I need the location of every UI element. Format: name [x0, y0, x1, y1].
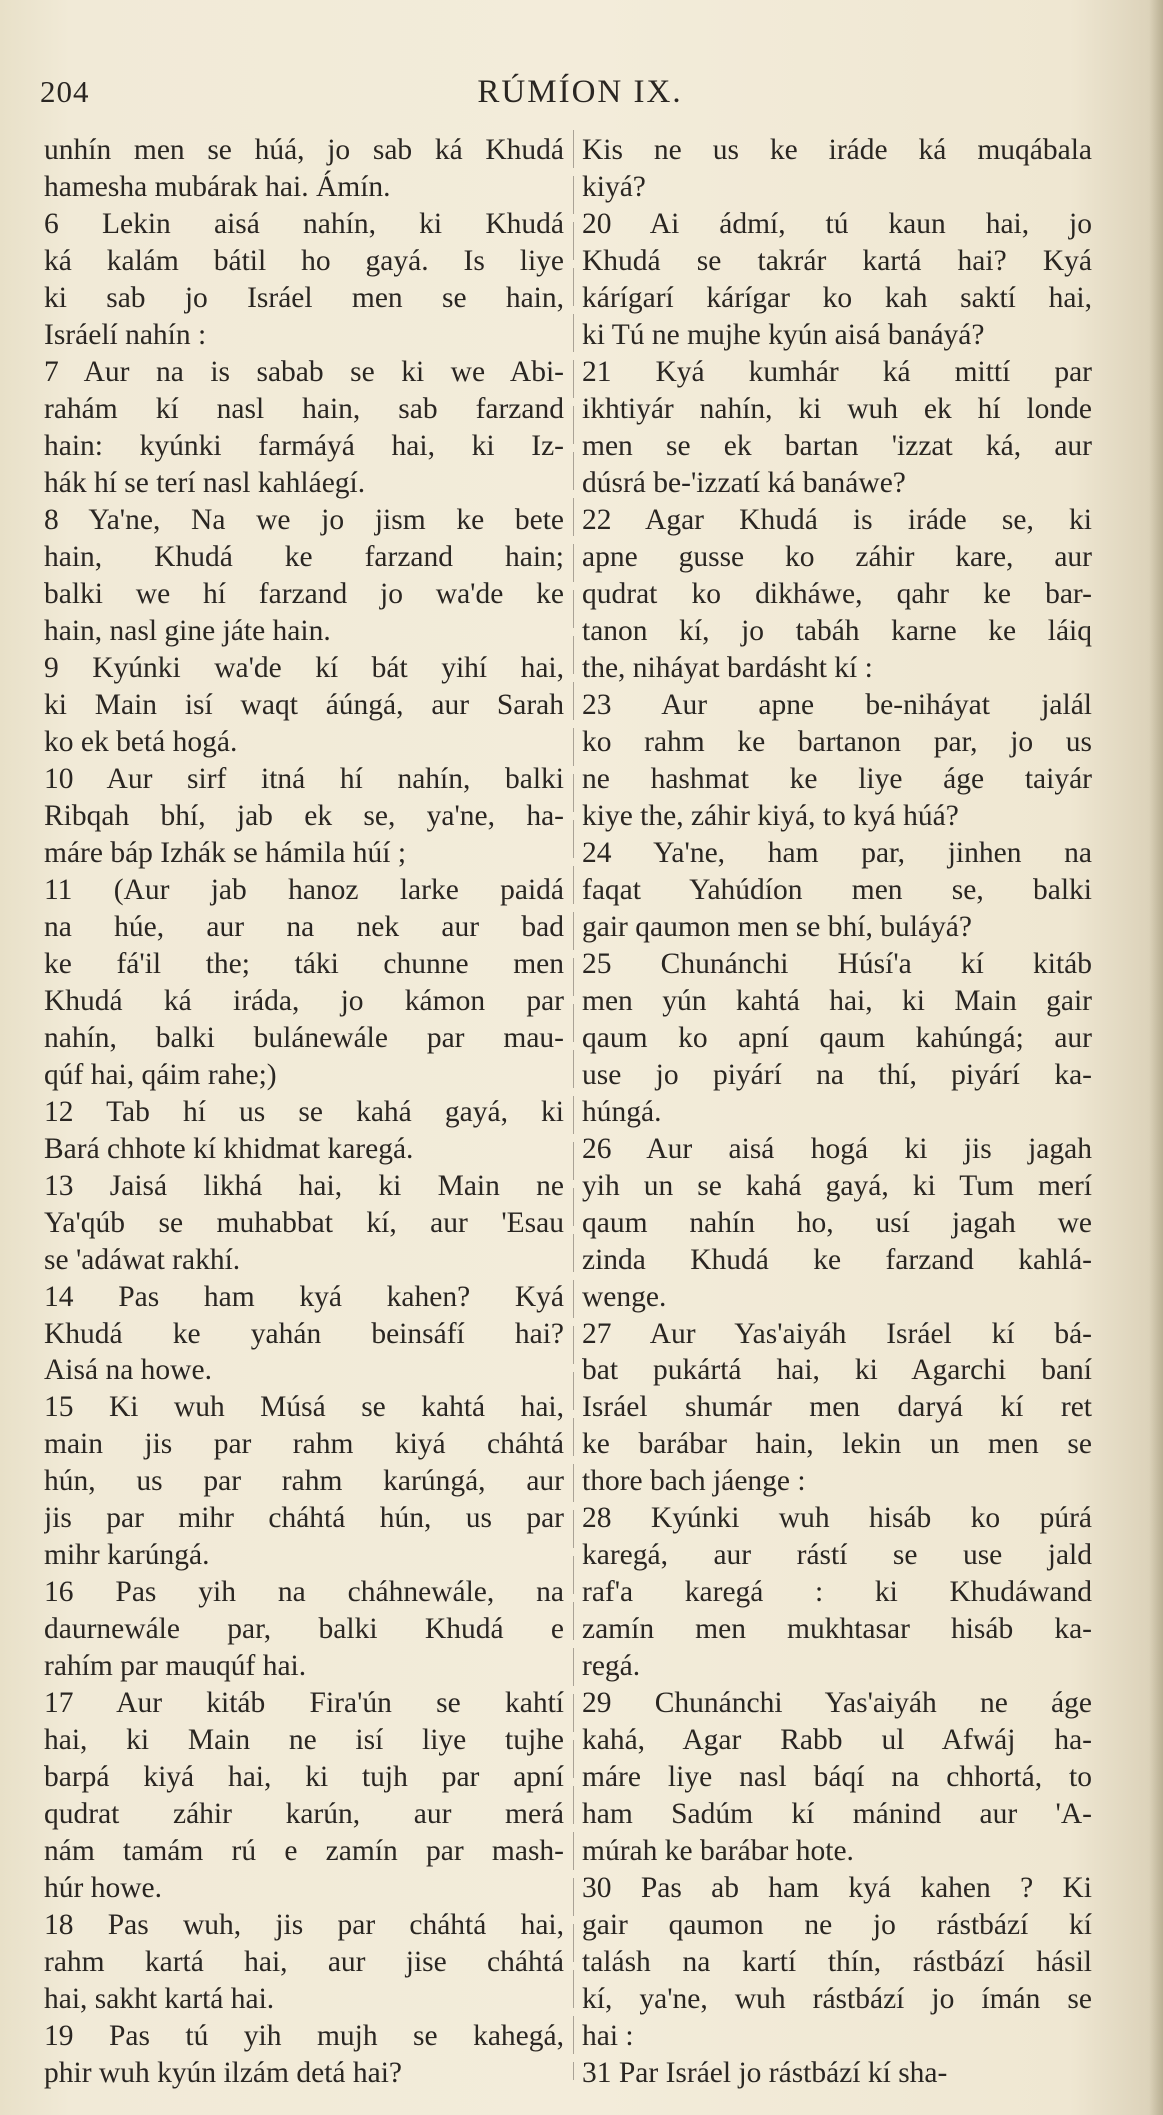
- text-line: hún, us par rahm karúngá, aur: [44, 1465, 564, 1498]
- text-line: ká kalám bátil ho gayá. Is liye: [44, 244, 564, 277]
- text-line: 16 Pas yih na cháhnewále, na: [44, 1576, 564, 1609]
- text-line: yih un se kahá gayá, ki Tum merí: [582, 1169, 1092, 1202]
- text-line: nám tamám rú e zamín par mash-: [44, 1835, 564, 1868]
- text-line: hain, nasl gine játe hain.: [44, 614, 331, 647]
- text-line: dúsrá be-'izzatí ká banáwe?: [582, 466, 906, 499]
- text-line: Isráelí nahín :: [44, 318, 207, 351]
- text-line: Isráel shumár men daryá kí ret: [582, 1391, 1092, 1424]
- text-line: faqat Yahúdíon men se, balki: [582, 873, 1092, 906]
- text-line: 18 Pas wuh, jis par cháhtá hai,: [44, 1909, 564, 1942]
- text-line: ke barábar hain, lekin un men se: [582, 1428, 1092, 1461]
- left-column: [44, 130, 564, 2090]
- text-line: unhín men se húá, jo sab ká Khudá: [44, 134, 564, 166]
- text-line: the, niháyat bardásht kí :: [582, 651, 873, 684]
- text-line: rahám kí nasl hain, sab farzand: [44, 392, 564, 425]
- text-line: se 'adáwat rakhí.: [44, 1243, 241, 1276]
- text-line: qudrat ko dikháwe, qahr ke bar-: [582, 577, 1092, 610]
- text-line: daurnewále par, balki Khudá e: [44, 1613, 564, 1646]
- text-line: 13 Jaisá likhá hai, ki Main ne: [44, 1169, 564, 1202]
- text-line: húngá.: [582, 1095, 662, 1128]
- text-line: qaum nahín ho, usí jagah we: [582, 1206, 1092, 1239]
- text-line: phir wuh kyún ilzám detá hai?: [44, 2057, 402, 2090]
- text-line: 31 Par Isráel jo rástbází kí sha-: [582, 2057, 948, 2090]
- text-line: 11 (Aur jab hanoz larke paidá: [44, 873, 564, 906]
- text-line: qúf hai, qáim rahe;): [44, 1058, 277, 1091]
- text-line: qaum ko apní qaum kahúngá; aur: [582, 1021, 1092, 1054]
- text-line: kárígarí kárígar ko kah saktí hai,: [582, 281, 1092, 314]
- text-line: ko ek betá hogá.: [44, 725, 238, 758]
- text-line: Khudá se takrár kartá hai? Kyá: [582, 244, 1092, 277]
- text-line: ki Main isí waqt áúngá, aur Sarah: [44, 688, 564, 721]
- page-number: 204: [40, 74, 90, 109]
- text-line: 7 Aur na is sabab se ki we Abi-: [44, 355, 564, 388]
- text-line: ikhtiyár nahín, ki wuh ek hí londe: [582, 392, 1092, 425]
- text-line: ki Tú ne mujhe kyún aisá banáyá?: [582, 318, 985, 351]
- text-line: wenge.: [582, 1280, 667, 1313]
- text-line: 29 Chunánchi Yas'aiyáh ne áge: [582, 1687, 1092, 1720]
- text-line: mihr karúngá.: [44, 1539, 210, 1572]
- page-header: [40, 74, 1120, 124]
- text-line: 10 Aur sirf itná hí nahín, balki: [44, 762, 564, 795]
- text-line: hamesha mubárak hai. Ámín.: [44, 170, 391, 203]
- text-line: kiye the, záhir kiyá, to kyá húá?: [582, 799, 959, 832]
- text-line: ko rahm ke bartanon par, jo us: [582, 725, 1092, 758]
- text-line: 28 Kyúnki wuh hisáb ko púrá: [582, 1502, 1092, 1535]
- text-line: na húe, aur na nek aur bad: [44, 910, 564, 943]
- text-line: ham Sadúm kí mánind aur 'A-: [582, 1798, 1092, 1831]
- text-line: hák hí se terí nasl kahláegí.: [44, 466, 366, 499]
- text-line: kiyá?: [582, 170, 646, 203]
- text-line: kí, ya'ne, wuh rástbází jo ímán se: [582, 1983, 1092, 2016]
- text-line: barpá kiyá hai, ki tujh par apní: [44, 1761, 564, 1794]
- text-line: men yún kahtá hai, ki Main gair: [582, 984, 1092, 1017]
- text-line: 21 Kyá kumhár ká mittí par: [582, 355, 1092, 388]
- text-line: karegá, aur rástí se use jald: [582, 1539, 1092, 1572]
- text-line: 19 Pas tú yih mujh se kahegá,: [44, 2020, 564, 2053]
- text-line: jis par mihr cháhtá hún, us par: [44, 1502, 564, 1535]
- text-line: qudrat záhir karún, aur merá: [44, 1798, 564, 1831]
- text-line: máre liye nasl báqí na chhortá, to: [582, 1761, 1092, 1794]
- text-line: tanon kí, jo tabáh karne ke láiq: [582, 614, 1092, 647]
- text-line: kahá, Agar Rabb ul Afwáj ha-: [582, 1724, 1092, 1757]
- right-column: [582, 130, 1092, 2090]
- text-line: Aisá na howe.: [44, 1354, 212, 1387]
- text-line: 26 Aur aisá hogá ki jis jagah: [582, 1132, 1092, 1165]
- text-line: 24 Ya'ne, ham par, jinhen na: [582, 836, 1092, 869]
- text-line: hai, ki Main ne isí liye tujhe: [44, 1724, 564, 1757]
- text-line: 15 Ki wuh Músá se kahtá hai,: [44, 1391, 564, 1424]
- text-line: Ya'qúb se muhabbat kí, aur 'Esau: [44, 1206, 564, 1239]
- page-edge-shadow: [1149, 0, 1163, 2115]
- text-line: main jis par rahm kiyá cháhtá: [44, 1428, 564, 1461]
- text-line: 6 Lekin aisá nahín, ki Khudá: [44, 207, 564, 240]
- text-line: 14 Pas ham kyá kahen? Kyá: [44, 1280, 564, 1313]
- text-line: thore bach jáenge :: [582, 1465, 806, 1498]
- text-line: regá.: [582, 1650, 641, 1683]
- text-line: 9 Kyúnki wa'de kí bát yihí hai,: [44, 651, 564, 684]
- text-line: 27 Aur Yas'aiyáh Isráel kí bá-: [582, 1317, 1092, 1350]
- text-line: bat pukártá hai, ki Agarchi baní: [582, 1354, 1092, 1387]
- text-line: Bará chhote kí khidmat karegá.: [44, 1132, 414, 1165]
- text-line: 23 Aur apne be-niháyat jalál: [582, 688, 1092, 721]
- text-line: use jo piyárí na thí, piyárí ka-: [582, 1058, 1092, 1091]
- text-line: 17 Aur kitáb Fira'ún se kahtí: [44, 1687, 564, 1720]
- text-line: Ribqah bhí, jab ek se, ya'ne, ha-: [44, 799, 564, 832]
- text-line: múrah ke barábar hote.: [582, 1835, 854, 1868]
- text-line: zamín men mukhtasar hisáb ka-: [582, 1613, 1092, 1646]
- text-line: 30 Pas ab ham kyá kahen ? Ki: [582, 1872, 1092, 1905]
- text-line: 22 Agar Khudá is iráde se, ki: [582, 503, 1092, 536]
- column-divider: [573, 130, 574, 2080]
- text-line: Khudá ke yahán beinsáfí hai?: [44, 1317, 564, 1350]
- text-line: hai, sakht kartá hai.: [44, 1983, 275, 2016]
- text-line: 25 Chunánchi Húsí'a kí kitáb: [582, 947, 1092, 980]
- text-line: Kis ne us ke iráde ká muqábala: [582, 134, 1092, 166]
- text-line: gair qaumon ne jo rástbází kí: [582, 1909, 1092, 1942]
- text-line: raf'a karegá : ki Khudáwand: [582, 1576, 1092, 1609]
- text-line: nahín, balki bulánewále par mau-: [44, 1021, 564, 1054]
- text-line: rahm kartá hai, aur jise cháhtá: [44, 1946, 564, 1979]
- text-line: ke fá'il the; táki chunne men: [44, 947, 564, 980]
- text-line: 12 Tab hí us se kahá gayá, ki: [44, 1095, 564, 1128]
- text-line: rahím par mauqúf hai.: [44, 1650, 307, 1683]
- text-line: talásh na kartí thín, rástbází hásil: [582, 1946, 1092, 1979]
- text-line: ki sab jo Isráel men se hain,: [44, 281, 564, 314]
- text-line: hai :: [582, 2020, 634, 2053]
- text-line: hain: kyúnki farmáyá hai, ki Iz-: [44, 429, 564, 462]
- text-line: hain, Khudá ke farzand hain;: [44, 540, 564, 573]
- text-line: 20 Ai ádmí, tú kaun hai, jo: [582, 207, 1092, 240]
- running-head: RÚMÍON IX.: [477, 74, 683, 110]
- text-line: apne gusse ko záhir kare, aur: [582, 540, 1092, 573]
- text-line: balki we hí farzand jo wa'de ke: [44, 577, 564, 610]
- text-line: zinda Khudá ke farzand kahlá-: [582, 1243, 1092, 1276]
- text-line: men se ek bartan 'izzat ká, aur: [582, 429, 1092, 462]
- text-line: máre báp Izhák se hámila húí ;: [44, 836, 407, 869]
- text-line: Khudá ká iráda, jo kámon par: [44, 984, 564, 1017]
- text-line: húr howe.: [44, 1872, 162, 1905]
- text-line: ne hashmat ke liye áge taiyár: [582, 762, 1092, 795]
- text-line: gair qaumon men se bhí, buláyá?: [582, 910, 972, 943]
- text-line: 8 Ya'ne, Na we jo jism ke bete: [44, 503, 564, 536]
